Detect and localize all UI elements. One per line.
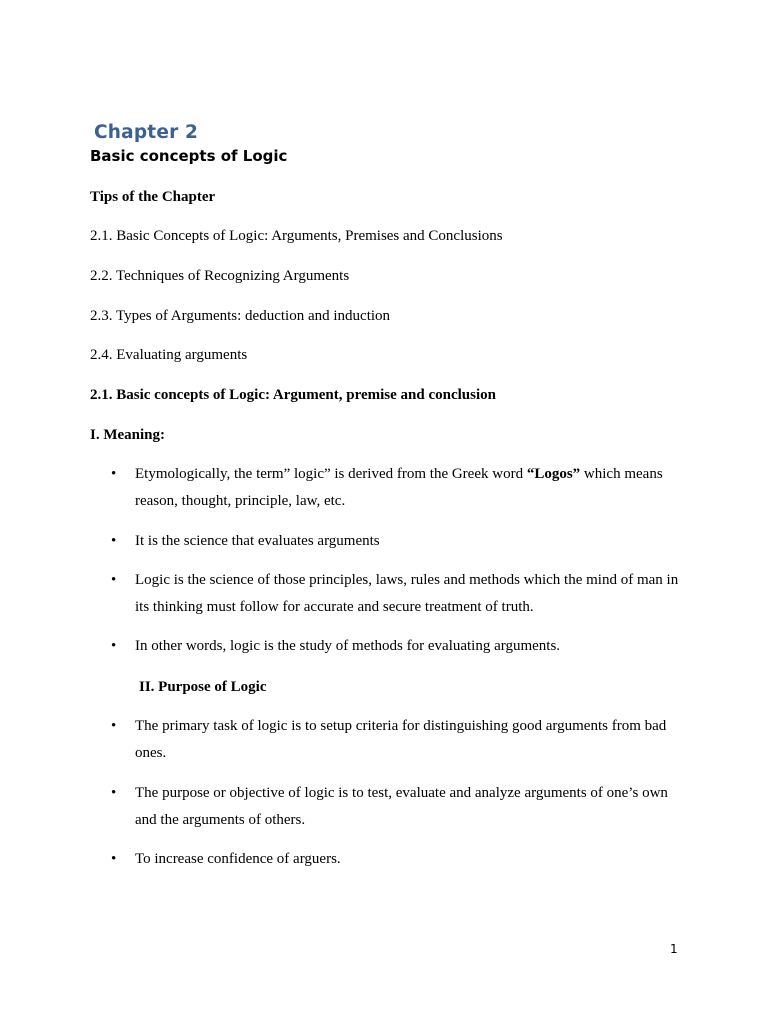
section-heading: 2.1. Basic concepts of Logic: Argument, premise and conclusion: [90, 387, 496, 403]
meaning-item-1-after: which means reason, thought, principle, law, etc.: [135, 466, 663, 509]
bullet-marker: •: [111, 638, 117, 654]
meaning-item-2: It is the science that evaluates arguments: [135, 533, 380, 549]
meaning-item-1-before: Etymologically, the term” logic” is derived from the Greek word: [135, 466, 527, 482]
tips-item-3: 2.3. Types of Arguments: deduction and induction: [90, 308, 391, 324]
meaning-item-4: In other words, logic is the study of methods for evaluating arguments.: [135, 638, 561, 654]
tips-item-4: 2.4. Evaluating arguments: [90, 347, 248, 363]
tips-item-1: 2.1. Basic Concepts of Logic: Arguments, Premises and Conclusions: [90, 228, 503, 244]
meaning-heading: I. Meaning:: [90, 427, 165, 443]
bullet-marker: •: [111, 466, 117, 482]
purpose-item-1: The primary task of logic is to setup criteria for distinguishing good arguments from bad ones.: [135, 718, 667, 761]
meaning-item-1: [135, 461, 680, 515]
page-number: 1: [670, 942, 678, 956]
chapter-title: Basic concepts of Logic: [90, 147, 288, 165]
bullet-marker: •: [111, 533, 117, 549]
tips-item-2: 2.2. Techniques of Recognizing Arguments: [90, 268, 350, 284]
purpose-item-3: To increase confidence of arguers.: [135, 851, 341, 867]
bullet-marker: •: [111, 572, 117, 588]
logos-term: “Logos”: [526, 466, 581, 482]
purpose-heading: II. Purpose of Logic: [139, 679, 267, 695]
chapter-number: Chapter 2: [94, 122, 199, 143]
meaning-item-3: Logic is the science of those principles, laws, rules and methods which the mind of man in its thinking must follow for accurate and secure treatment of truth.: [135, 572, 679, 615]
tips-heading: Tips of the Chapter: [90, 189, 216, 205]
purpose-item-2: The purpose or objective of logic is to test, evaluate and analyze arguments of one’s own and the arguments of others.: [135, 785, 668, 828]
bullet-marker: •: [111, 718, 117, 734]
bullet-marker: •: [111, 851, 117, 867]
bullet-marker: •: [111, 785, 117, 801]
